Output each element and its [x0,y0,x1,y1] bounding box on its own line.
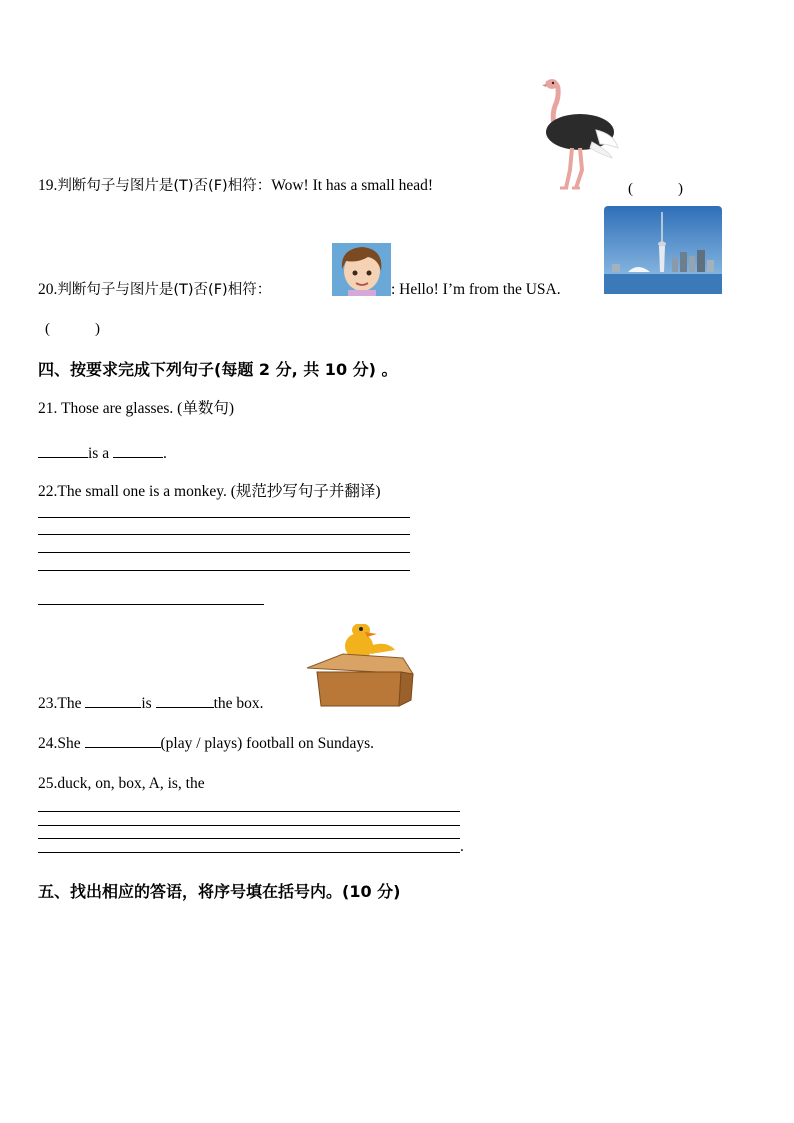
q19-answer-paren[interactable]: ( ) [628,181,683,197]
q22-prompt: 22.The small one is a monkey. (规范抄写句子并翻译) [38,483,381,500]
q23-text-1: 23.The [38,695,82,712]
q23-text-3: the box. [213,695,264,712]
q24-blank[interactable] [85,733,161,748]
q21-text-2: . [162,445,167,462]
q20-line [38,281,271,299]
q21-blank-1[interactable] [38,443,88,458]
q22-writing-line-3[interactable] [38,552,410,553]
q25-writing-line-4[interactable] [38,852,460,853]
q23-blank-1[interactable] [85,693,141,708]
boy-avatar-image [332,243,391,296]
q21-prompt-text: . Those are glasses. (单数句) [53,400,235,417]
q24-text-1: 24.She [38,735,81,752]
q20-number: 20. [38,281,58,298]
q19-instruction: 判断句子与图片是(T)否(F)相符： [57,178,272,194]
q23-line [38,693,264,713]
q21-answer-line [38,443,167,463]
q25-end-period: . [460,838,464,855]
q23-text-2: is [141,695,152,712]
q25-prompt: 25.duck, on, box, A, is, the [38,775,205,792]
q22-writing-line-1[interactable] [38,517,410,518]
ostrich-image [528,78,624,192]
section5-heading: 五、找出相应的答语，将序号填在括号内。(10 分) [38,882,401,901]
q24-text-2: (play / plays) football on Sundays. [160,735,375,752]
q23-blank-2[interactable] [156,693,214,708]
q22-translation-line[interactable] [38,604,264,605]
section4-heading: 四、按要求完成下列句子(每题 2 分, 共 10 分) 。 [38,360,398,379]
q21-text-1: is a [88,445,110,462]
q22-writing-line-4[interactable] [38,570,410,571]
q20-instruction: 判断句子与图片是(T)否(F)相符： [57,282,272,298]
q24-line [38,733,374,753]
q21-number: 21 [38,400,54,417]
duck-in-box-image [303,624,415,708]
toronto-skyline-image [604,206,722,294]
q25-writing-line-2[interactable] [38,825,460,826]
q21-blank-2[interactable] [113,443,163,458]
q19-sentence: Wow! It has a small head! [271,177,434,194]
q19-line [38,177,433,195]
q20-answer-paren[interactable]: ( ) [45,321,100,337]
q21-prompt [38,400,234,418]
q19-number: 19. [38,177,58,194]
q25-writing-line-3[interactable] [38,838,460,839]
q22-writing-line-2[interactable] [38,534,410,535]
q25-writing-line-1[interactable] [38,811,460,812]
q20-sentence: : Hello! I’m from the USA. [391,281,561,298]
